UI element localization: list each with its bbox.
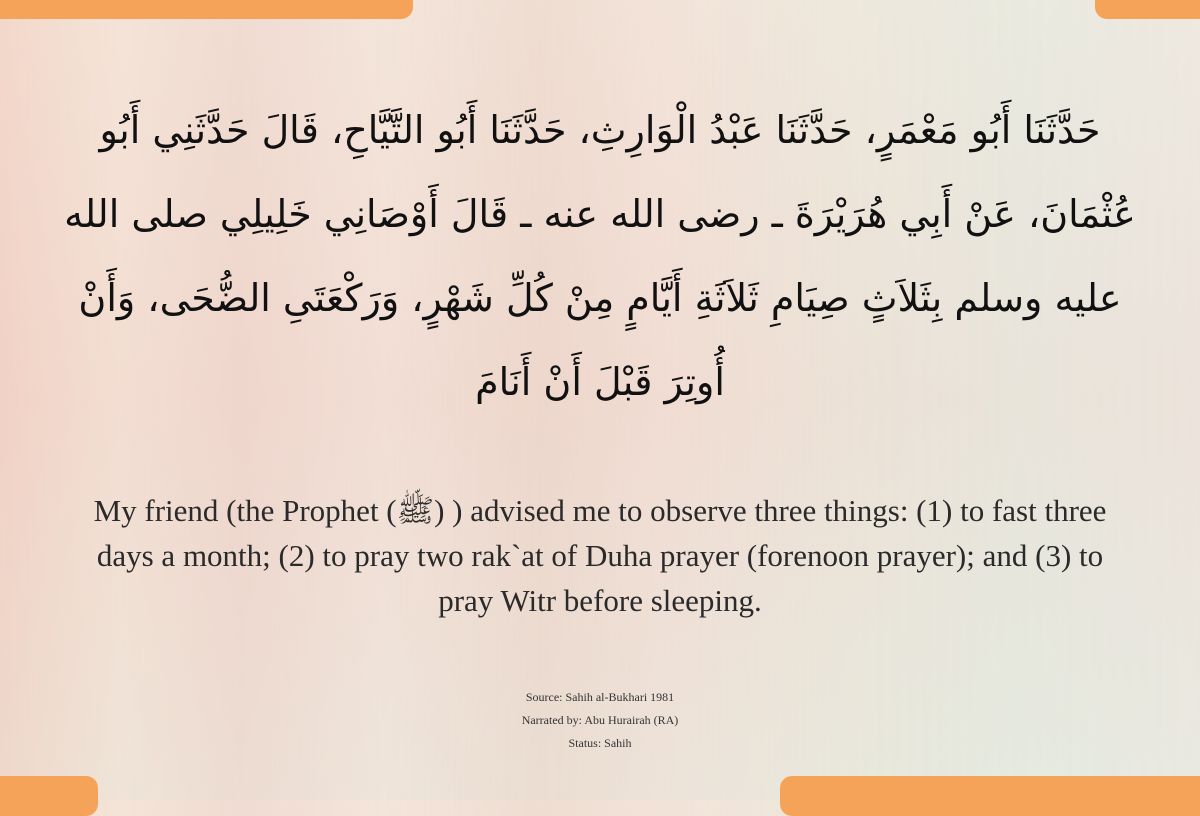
english-translation: My friend (the Prophet (ﷺ) ) advised me to observe three things: (1) to fast three days a month; (2) to pray two rak`at of Duha prayer (forenoon prayer); and (3) to pray Witr before sleeping. [93,493,1107,618]
narrator-line: Narrated by: Abu Hurairah (RA) [521,713,679,727]
hadith-metadata [0,686,1200,755]
decorative-bar-bottom-right [780,776,1200,816]
source-line: Source: Sahih al-Bukhari 1981 [525,690,675,704]
decorative-bar-top-left [0,0,413,19]
decorative-bar-top-right [1095,0,1200,19]
decorative-bar-bottom-left [0,776,98,816]
arabic-hadith-text: حَدَّثَنَا أَبُو مَعْمَرٍ، حَدَّثَنَا عَبْدُ الْوَارِثِ، حَدَّثَنَا أَبُو التَّيَّاحِ، قَالَ حَدَّثَنِي أَبُو عُثْمَانَ، عَنْ أَبِي هُرَيْرَةَ ـ رضى الله عنه ـ قَالَ أَوْصَانِي خَلِيلِي صلى الله عليه وسلم بِثَلاَثٍ صِيَامِ ثَلاَثَةِ أَيَّامٍ مِنْ كُلِّ شَهْرٍ، وَرَكْعَتَىِ الضُّحَى، وَأَنْ أُوتِرَ قَبْلَ أَنْ أَنَامَ [64,108,1136,404]
status-line: Status: Sahih [568,736,632,750]
